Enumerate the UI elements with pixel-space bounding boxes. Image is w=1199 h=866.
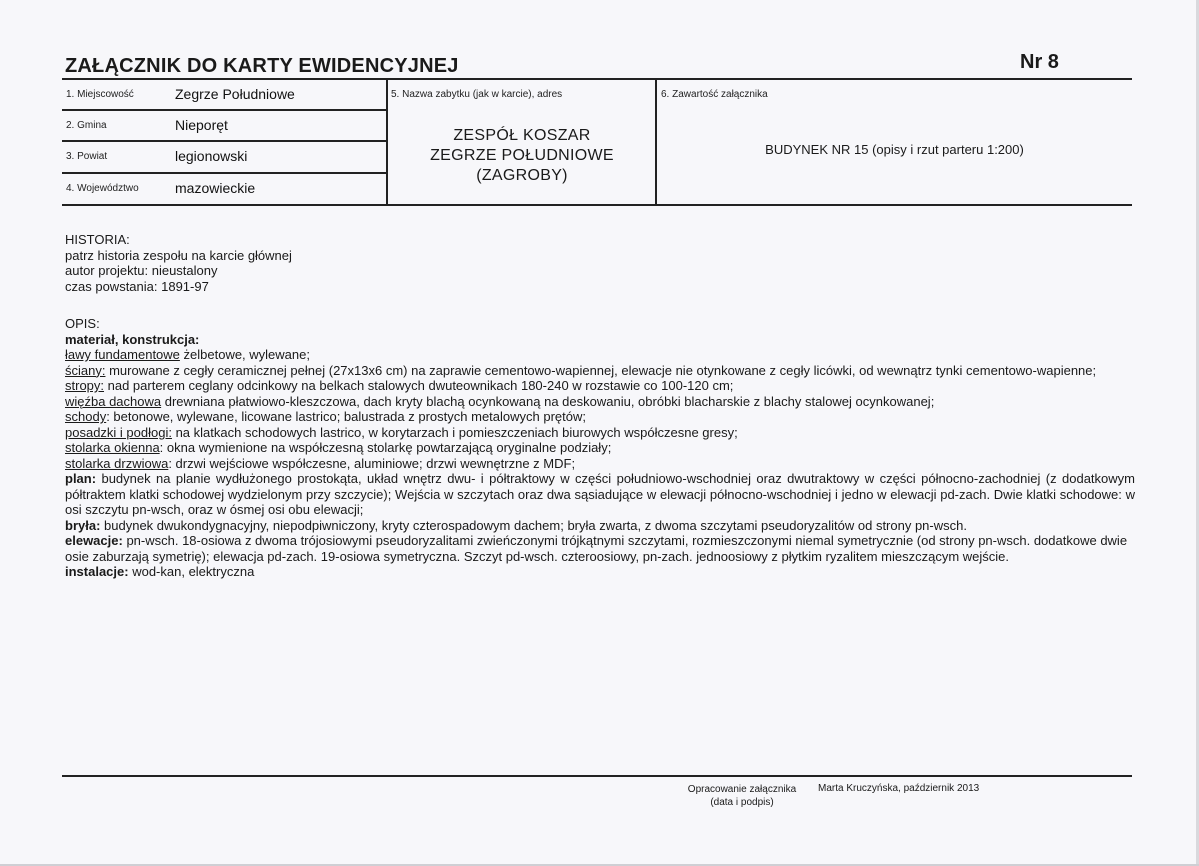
field-value-wojewodztwo: mazowieckie xyxy=(175,180,256,196)
opis-text: wod-kan, elektryczna xyxy=(128,564,255,579)
field-label-powiat: 3. Powiat xyxy=(66,151,108,162)
table-bottom-rule xyxy=(62,204,1132,206)
historia-line: czas powstania: 1891-97 xyxy=(65,278,209,294)
row-divider xyxy=(62,109,387,111)
opis-heading: OPIS: xyxy=(65,316,100,331)
attachment-number: Nr 8 xyxy=(1020,51,1059,73)
document-title: ZAŁĄCZNIK DO KARTY EWIDENCYJNEJ xyxy=(65,55,459,77)
header-rule xyxy=(62,78,1132,80)
opis-item xyxy=(65,440,1135,456)
opis-text: : drzwi wejściowe współczesne, aluminiowe; drzwi wewnętrzne z MDF; xyxy=(168,455,576,471)
historia-line: patrz historia zespołu na karcie głównej xyxy=(65,247,292,263)
opis-subheading: materiał, konstrukcja: xyxy=(65,331,200,347)
field-label-wojewodztwo: 4. Województwo xyxy=(66,183,139,194)
opis-text: budynek dwukondygnacyjny, niepodpiwniczony, kryty czterospadowym dachem; bryła zwarta, z dwoma szczytami pseudoryzalitów od strony pn-wsch. xyxy=(100,517,967,533)
row-divider xyxy=(62,172,387,174)
footer-rule xyxy=(62,775,1132,777)
opis-text: żelbetowe, wylewane; xyxy=(179,347,310,362)
attachment-label: 6. Zawartość załącznika xyxy=(661,89,768,100)
opis-item xyxy=(65,456,1135,472)
opis-instalacje xyxy=(65,564,1135,580)
field-value-powiat: legionowski xyxy=(175,148,248,164)
opis-bryla xyxy=(65,518,1135,534)
monument-line: ZESPÓŁ KOSZAR xyxy=(453,127,591,144)
opis-text: : okna wymienione na współczesną stolarkę powtarzającą oryginalne podziały; xyxy=(159,440,612,455)
opis-term: instalacje: xyxy=(65,564,129,579)
field-value-gmina: Nieporęt xyxy=(175,117,228,133)
field-value-miejscowosc: Zegrze Południowe xyxy=(175,86,295,102)
opis-term: stolarka okienna xyxy=(65,440,160,455)
attachment-content: BUDYNEK NR 15 (opisy i rzut parteru 1:200) xyxy=(765,142,1024,157)
opis-term: plan: xyxy=(65,471,97,486)
footer-label-line: (data i podpis) xyxy=(710,797,774,808)
opis-item xyxy=(65,394,1135,410)
opis-item xyxy=(65,363,1135,379)
historia-heading: HISTORIA: xyxy=(65,232,130,247)
opis-text: na klatkach schodowych lastrico, w korytarzach i pomieszczeniach biurowych współczesne gresy; xyxy=(171,424,738,440)
opis-term: stropy: xyxy=(65,378,105,393)
opis-elewacje xyxy=(65,533,1135,564)
historia-section xyxy=(65,232,1135,294)
opis-term: posadzki i podłogi: xyxy=(65,424,172,440)
opis-term: elewacje: xyxy=(65,533,123,548)
historia-line: autor projektu: nieustalony xyxy=(65,263,218,278)
opis-term: więźba dachowa xyxy=(65,393,162,409)
row-divider xyxy=(62,140,387,142)
opis-term: stolarka drzwiowa xyxy=(65,455,169,471)
opis-text: drewniana płatwiowo-kleszczowa, dach kryty blachą ocynkowaną na deskowaniu, obróbki blacharskie z blachy stalowej ocynkowanej; xyxy=(161,393,935,409)
monument-label: 5. Nazwa zabytku (jak w karcie), adres xyxy=(391,89,563,100)
footer-label xyxy=(676,783,808,809)
monument-line: (ZAGROBY) xyxy=(476,167,568,184)
field-label-gmina: 2. Gmina xyxy=(66,120,107,131)
monument-name xyxy=(388,126,656,186)
monument-line: ZEGRZE POŁUDNIOWE xyxy=(430,147,614,164)
opis-section xyxy=(65,316,1135,580)
footer-label-line: Opracowanie załącznika xyxy=(687,784,797,795)
opis-term: bryła: xyxy=(65,517,101,533)
opis-item xyxy=(65,409,1135,425)
opis-item xyxy=(65,347,1135,363)
footer-author: Marta Kruczyńska, październik 2013 xyxy=(818,783,980,794)
opis-item xyxy=(65,425,1135,441)
opis-text: nad parterem ceglany odcinkowy na belkach stalowych dwuteownikach 180-240 w rozstawie co 100-120 cm; xyxy=(104,378,734,393)
opis-term: ściany: xyxy=(65,362,106,378)
field-label-miejscowosc: 1. Miejscowość xyxy=(66,89,134,100)
opis-term: schody xyxy=(65,409,107,424)
opis-item xyxy=(65,378,1135,394)
opis-plan xyxy=(65,471,1135,518)
opis-text: budynek na planie wydłużonego prostokąta, układ wnętrz dwu- i półtraktowy w części południowo-wschodniej oraz dwutraktowy w części północno-zachodniej (z dodatkowym półtraktem klatki schodowej wydzielonym przy szczycie); Wejścia w szczytach oraz dwa sąsiadujące w elewacji północno-wschodniej i jedno w elewacji pd-zach. Dwie klatki schodowe: w osi szczytu pn-wsch, oraz w ósmej osi obu elewacji; xyxy=(65,471,1135,517)
opis-term: ławy fundamentowe xyxy=(65,347,180,362)
opis-text: : betonowe, wylewane, licowane lastrico; balustrada z prostych metalowych prętów; xyxy=(106,409,586,424)
opis-text: murowane z cegły ceramicznej pełnej (27x13x6 cm) na zaprawie cementowo-wapiennej, elewacje nie otynkowane z cegły licówki, od wewnątrz tynki cementowo-wapienne; xyxy=(105,362,1097,378)
opis-text: pn-wsch. 18-osiowa z dwoma trójosiowymi pseudoryzalitami zwieńczonymi trójkątnymi szczytami, rozmieszczonymi niemal symetrycznie (od strony pn-wsch. dodatkowe dwie osie zaburzają symetrię); elewacja pd-zach. 19-osiowa symetryczna. Szczyt pd-wsch. czteroosiowy, pn-zach. jednoosiowy z płytkim ryzalitem mieszczącym wejście. xyxy=(65,533,1128,564)
